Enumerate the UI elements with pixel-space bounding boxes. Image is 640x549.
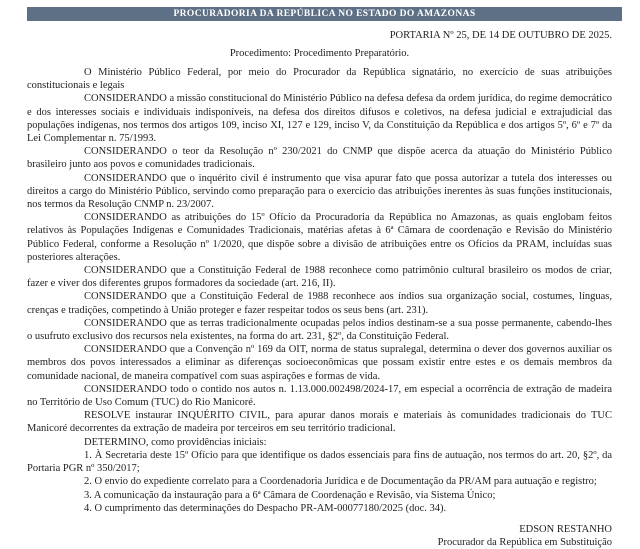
header-bar-title: PROCURADORIA DA REPÚBLICA NO ESTADO DO AMAZONAS (173, 9, 476, 19)
paragraph: CONSIDERANDO todo o contido nos autos n. 1.13.000.002498/2024-17, em especial a ocorrência de extração de madeira no Território de Uso Comum (TUC) do Rio Manicoré. (27, 383, 612, 409)
paragraph: CONSIDERANDO a missão constitucional do Ministério Público na defesa defesa da ordem jurídica, do regime democrático e dos interesses sociais e individuais indisponíveis, na defesa dos direitos difusos e coletivos, na defesa judicial e extrajudicial das populações indígenas, nos termos dos artigos 109, inciso XI, 127 e 129, inciso V, da Constituição da República e dos artigos 5º, 6º e 7º da Lei Complementar n. 75/1993. (27, 93, 612, 145)
signature-title: Procurador da República em Substituição (437, 537, 612, 549)
paragraph: DETERMINO, como providências iniciais: (84, 436, 267, 448)
portaria-title: PORTARIA Nº 25, DE 14 DE OUTUBRO DE 2025. (389, 30, 612, 41)
paragraph: RESOLVE instaurar INQUÉRITO CIVIL, para apurar danos morais e materiais às comunidades tradicionais do TUC Manicoré decorrentes da extração de madeira por terceiros em seu território tradicional. (27, 410, 612, 435)
paragraph: O Ministério Público Federal, por meio do Procurador da República signatário, no exercício de suas atribuições constitucionais e legais (27, 67, 612, 92)
procedure-line: Procedimento: Procedimento Preparatório. (229, 48, 410, 59)
paragraph: CONSIDERANDO que as terras tradicionalmente ocupadas pelos índios destinam-se a sua posse permanente, cabendo-lhes o usufruto exclusivo dos recursos nela existentes, na forma do art. 231, §2º, da Constituição Federal. (27, 317, 612, 343)
paragraph: CONSIDERANDO que a Constituição Federal de 1988 reconhece aos índios sua organização social, costumes, línguas, crenças e tradições, competindo à União proteger e fazer respeitar todos os seus bens (art. 231). (27, 291, 612, 316)
paragraph: 1. À Secretaria deste 15º Ofício para que identifique os dados essenciais para fins de autuação, nos termos do art. 20, §2º, da Portaria PGR nº 350/2017; (27, 449, 612, 475)
paragraph: CONSIDERANDO que a Convenção nº 169 da OIT, norma de status supralegal, determina o dever dos governos auxiliar os membros dos povos interessados a eliminar as diferenças socioeconômicas que possam existir entre estes e os demais membros da comunidade nacional, de maneira compatível com suas aspirações e formas de vida. (27, 344, 612, 382)
paragraph: CONSIDERANDO que o inquérito civil é instrumento que visa apurar fato que possa autorizar a tutela dos interesses ou direitos a cargo do Ministério Público, servindo como preparação para o exercício das atribuições inerentes às suas funções institucionais, nos termos da Resolução CNMP n. 23/2007. (27, 172, 612, 211)
header-bar (27, 7, 622, 21)
paragraph: 3. A comunicação da instauração para a 6ª Câmara de Coordenação e Revisão, via Sistema Único; (84, 489, 496, 501)
signature-name: EDSON RESTANHO (519, 523, 612, 535)
document-body (27, 66, 612, 515)
paragraph: CONSIDERANDO que a Constituição Federal de 1988 reconhece como patrimônio cultural brasileiro os modos de criar, fazer e viver dos diferentes grupos formadores da sociedade (art. 216, II). (27, 265, 612, 290)
paragraph: 2. O envio do expediente correlato para a Coordenadoria Jurídica e de Documentação da PR/AM para autuação e registro; (84, 476, 597, 488)
signature-block (27, 523, 612, 549)
paragraph: 4. O cumprimento das determinações do Despacho PR-AM-00077180/2025 (doc. 34). (84, 502, 447, 514)
paragraph: CONSIDERANDO as atribuições do 15º Ofício da Procuradoria da República no Amazonas, as quais englobam feitos relativos às Populações Indígenas e Comunidades Tradicionais, matérias afetas à 6ª Câmara de coordenação e Revisão do Ministério Público Federal, conforme a Resolução nº 1/2020, que dispõe sobre a divisão de atribuições entre os Ofícios da PRAM, incluídas suas posteriores alterações. (27, 212, 612, 263)
paragraph: CONSIDERANDO o teor da Resolução nº 230/2021 do CNMP que dispõe acerca da atuação do Ministério Público brasileiro junto aos povos e comunidades tradicionais. (27, 146, 612, 171)
